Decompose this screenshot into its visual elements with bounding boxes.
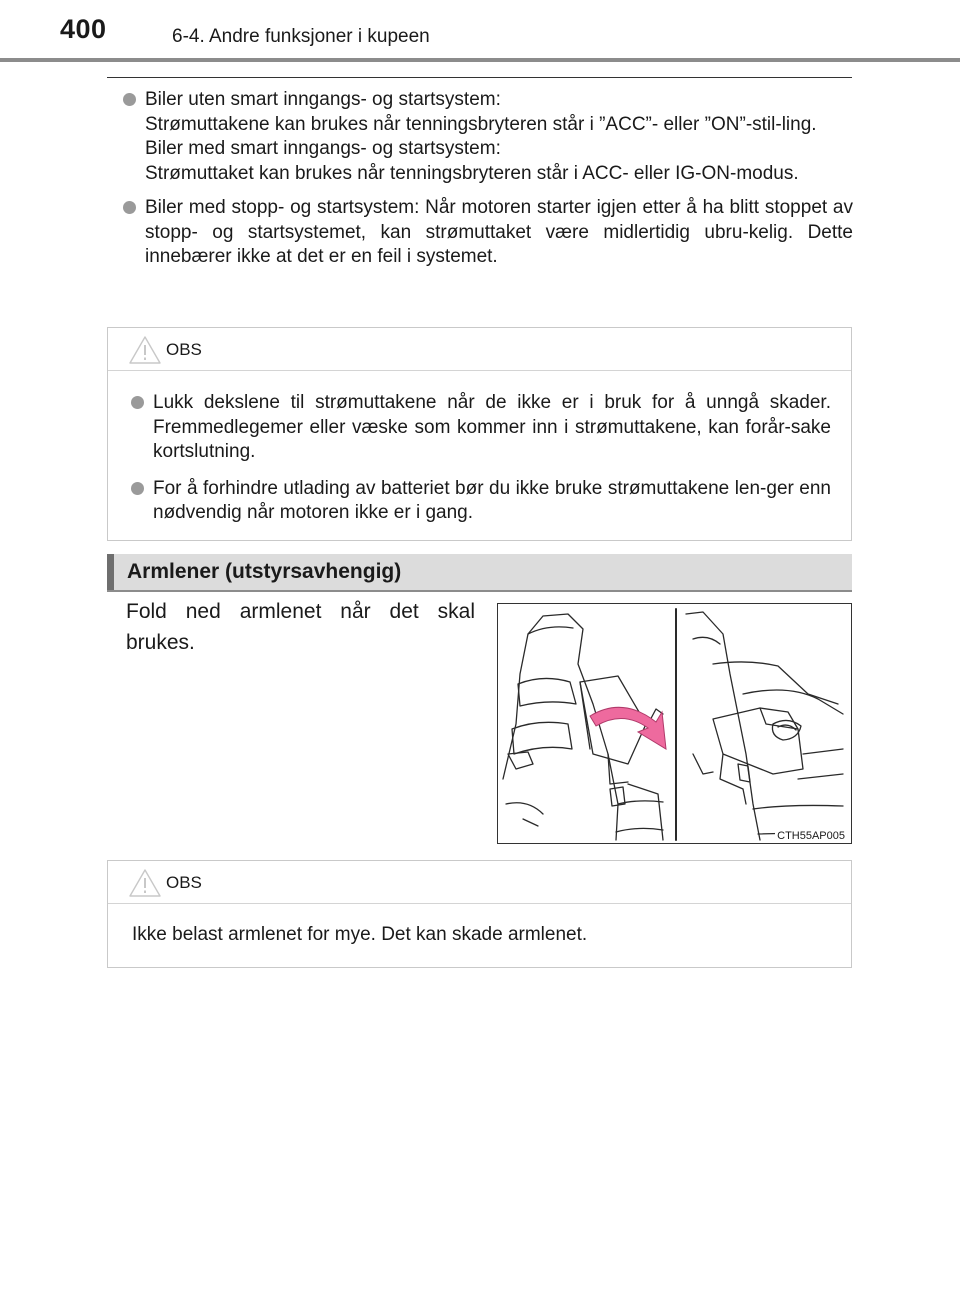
obs-header	[108, 861, 851, 904]
bullet-dot-icon	[131, 482, 144, 495]
obs-notice-box-armrest	[107, 860, 852, 968]
bullet-line: Strømuttaket kan brukes når tenningsbryteren står i ACC- eller IG-ON-modus.	[145, 162, 799, 184]
obs-item-text: For å forhindre utlading av batteriet bør du ikke bruke strømuttakene len-ger enn nødvendig når motoren ikke er i gang.	[153, 477, 831, 523]
obs-text: Ikke belast armlenet for mye. Det kan skade armlenet.	[132, 924, 588, 945]
chapter-title: 6-4. Andre funksjoner i kupeen	[172, 26, 430, 47]
bullet-line: Biler med stopp- og startsystem: Når motoren starter igjen etter å ha blitt stoppet av stopp- og startsystemet, kan strømuttaket være midlertidig ubru-kelig. Dette innebærer ikke at det er en feil i systemet.	[145, 197, 853, 267]
obs-body	[108, 371, 851, 526]
obs-notice-box	[107, 327, 852, 541]
section-divider	[107, 590, 852, 592]
figure-code: CTH55AP005	[777, 830, 845, 842]
obs-label: OBS	[166, 340, 202, 359]
section-title: Armlener (utstyrsavhengig)	[127, 560, 402, 583]
armrest-figure	[497, 603, 852, 844]
obs-item-text: Lukk dekslene til strømuttakene når de ikke er i bruk for å unngå skader. Fremmedlegemer eller væske som kommer inn i strømuttakene, kan forår-sake kortslutning.	[153, 392, 831, 462]
obs-item	[131, 477, 831, 526]
obs-header	[108, 328, 851, 371]
warning-triangle-icon	[128, 335, 162, 365]
info-bullet-list	[123, 88, 853, 280]
fold-arrow-icon	[590, 707, 666, 749]
bullet-dot-icon	[123, 93, 136, 106]
section-accent-bar	[107, 554, 114, 590]
page-number: 400	[60, 14, 107, 44]
bullet-item-stop-start	[123, 196, 853, 270]
bullet-line: Biler med smart inngangs- og startsystem:	[145, 138, 501, 159]
header-divider	[0, 58, 960, 62]
page-header	[0, 0, 960, 62]
armrest-illustration-icon	[498, 604, 851, 843]
bullet-line: Biler uten smart inngangs- og startsystem:	[145, 89, 501, 110]
bullet-dot-icon	[123, 201, 136, 214]
obs-item	[131, 391, 831, 465]
bullet-item-power-outlet-availability	[123, 88, 853, 186]
bullet-dot-icon	[131, 396, 144, 409]
bullet-line: Strømuttakene kan brukes når tenningsbryteren står i ”ACC”- eller ”ON”-stil-ling.	[145, 113, 817, 135]
obs-label: OBS	[166, 873, 202, 892]
content-divider	[107, 77, 852, 78]
instruction-text: Fold ned armlenet når det skal brukes.	[126, 600, 475, 654]
section-heading	[107, 554, 852, 590]
obs-body	[108, 904, 851, 948]
warning-triangle-icon	[128, 868, 162, 898]
